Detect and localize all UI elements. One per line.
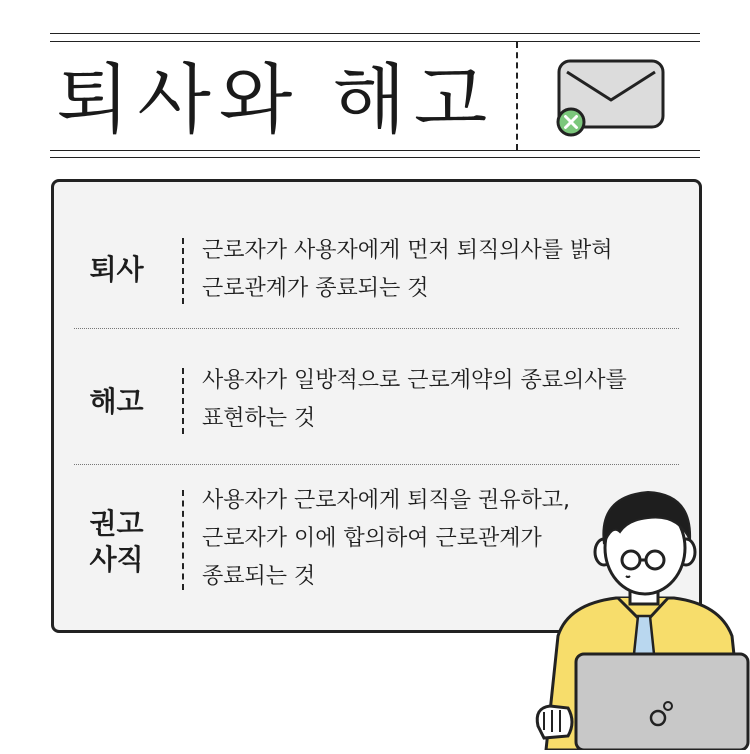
term-description: 근로자가 사용자에게 먼저 퇴직의사를 밝혀 근로관계가 종료되는 것 [202,238,613,301]
definition-row-resignation [54,232,699,312]
person-at-laptop-illustration [528,486,750,754]
row-separator [74,328,679,329]
page-title: 퇴사와 해고 [56,55,496,144]
term-description: 사용자가 근로자에게 퇴직을 권유하고, 근로자가 이에 합의하여 근로관계가 종료되는 것 [202,488,571,589]
term-label: 권고 사직 [89,507,144,576]
term-divider [182,238,184,304]
top-rule [50,33,700,34]
term-divider [182,490,184,590]
definition-row-dismissal [54,362,699,442]
bottom-rule-inner [50,157,700,158]
term-divider [182,368,184,434]
term-label: 퇴사 [89,253,144,286]
bottom-rule [50,150,700,151]
term-label: 해고 [89,385,144,418]
mail-reject-icon [553,58,669,142]
title-divider [516,42,518,150]
term-description: 사용자가 일방적으로 근로계약의 종료의사를 표현하는 것 [202,368,627,431]
row-separator [74,464,679,465]
top-rule-inner [50,41,700,42]
